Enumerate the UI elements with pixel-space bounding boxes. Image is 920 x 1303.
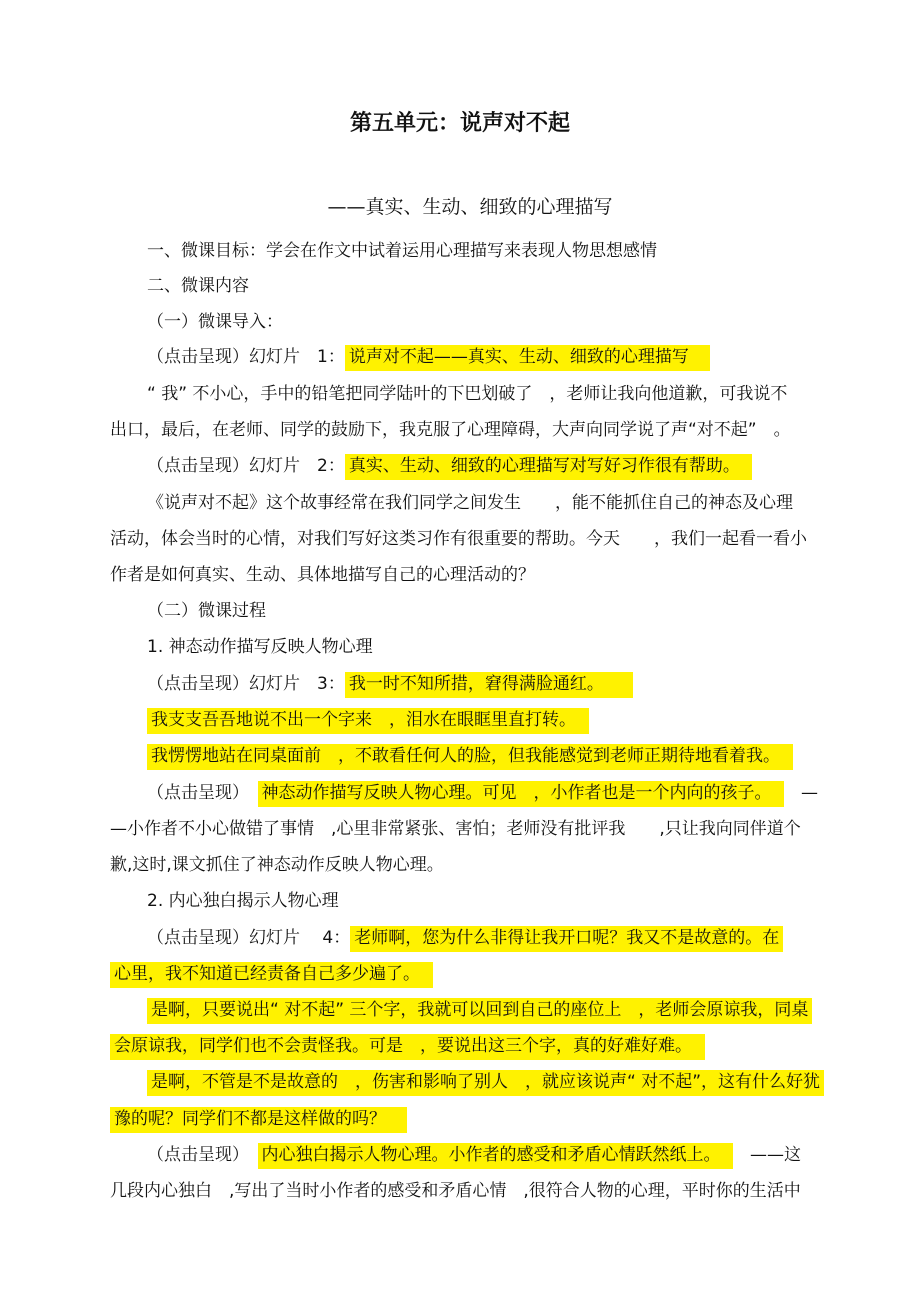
text-line-26 [147,1142,801,1168]
text-line-21 [110,961,433,987]
slide-highlight: 我愣愣地站在同桌面前 ，不敢看任何人的脸，但我能感觉到老师正期待地看着我。 [147,744,793,770]
line-text: 几段内心独白 ,写出了当时小作者的感受和矛盾心情 ,很符合人物的心理，平时你的生活中 [110,1181,801,1201]
line-text: （点击呈现）幻灯片 2： [147,456,345,476]
slide-highlight: 我支支吾吾地说不出一个字来 ，泪水在眼眶里直打转。 [147,708,589,734]
line-text: 作者是如何真实、生动、具体地描写自己的心理活动的？ [110,565,535,585]
line-text: 2. 内心独白揭示人物心理 [147,891,339,911]
text-line-1 [147,238,657,264]
text-line-22 [147,997,812,1023]
text-line-9 [110,526,807,552]
text-line-10 [110,562,535,588]
line-text: （点击呈现）幻灯片 1： [147,347,345,367]
line-text: 出口，最后，在老师、同学的鼓励下，我克服了心理障碍，大声向同学说了声“对不起” 。 [110,420,791,440]
slide-highlight: 心里，我不知道已经责备自己多少遍了。 [110,962,433,988]
line-text: —小作者不小心做错了事情 ,心里非常紧张、害怕；老师没有批评我 ,只让我向同伴道个 [110,819,801,839]
line-text: （二）微课过程 [147,601,266,621]
slide-highlight: 我一时不知所措，窘得满脸通红。 [345,672,634,698]
text-line-17 [110,816,801,842]
text-line-27 [110,1178,801,1204]
line-text: （点击呈现） [147,783,258,803]
text-line-7 [147,453,752,479]
text-line-4 [147,344,710,370]
slide-highlight: 老师啊，您为什么非得让我开口呢？我又不是故意的。在 [350,926,783,952]
line-text: （一）微课导入： [147,312,283,332]
line-text: “ 我” 不小心，手中的铅笔把同学陆叶的下巴划破了 ，老师让我向他道歉，可我说不 [147,384,788,404]
line-text: 1. 神态动作描写反映人物心理 [147,637,373,657]
line-text: （点击呈现）幻灯片 3： [147,674,345,694]
text-line-14 [147,707,589,733]
text-line-11 [147,598,266,624]
slide-highlight: 是啊，不管是不是故意的 ，伤害和影响了别人 ，就应该说声“ 对不起”，这有什么好犹 [147,1070,824,1096]
slide-highlight: 神态动作描写反映人物心理。可见 ，小作者也是一个内向的孩子。 [258,781,785,807]
text-line-5 [147,381,787,407]
text-line-3 [147,309,283,335]
text-line-23 [110,1033,705,1059]
line-text: 一、微课目标：学会在作文中试着运用心理描写来表现人物思想感情 [147,241,657,261]
text-line-24 [147,1069,824,1095]
slide-highlight: 豫的呢？同学们不都是这样做的吗？ [110,1107,407,1133]
text-line-20 [147,925,783,951]
line-text: （点击呈现）幻灯片 4： [147,928,351,948]
text-line-13 [147,671,633,697]
page-title: 第五单元：说声对不起 [349,111,570,136]
line-text-after: — [784,783,818,803]
text-line-18 [110,852,444,878]
slide-highlight: 是啊，只要说出“ 对不起” 三个字，我就可以回到自己的座位上 ，老师会原谅我，同桌 [147,998,812,1024]
text-line-19 [147,888,339,914]
line-text: 《说声对不起》这个故事经常在我们同学之间发生 ，能不能抓住自己的神态及心理 [147,493,793,513]
slide-highlight: 内心独白揭示人物心理。小作者的感受和矛盾心情跃然纸上。 [258,1143,734,1169]
line-text-after: ——这 [733,1145,801,1165]
line-text: （点击呈现） [147,1145,258,1165]
text-line-2 [147,273,249,299]
text-line-16 [147,780,818,806]
page-subtitle: ——真实、生动、细致的心理描写 [327,196,613,218]
text-line-8 [147,490,793,516]
slide-highlight: 会原谅我，同学们也不会责怪我。可是 ，要说出这三个字，真的好难好难。 [110,1034,705,1060]
text-line-6 [110,417,791,443]
text-line-12 [147,634,373,660]
slide-highlight: 真实、生动、细致的心理描写对写好习作很有帮助。 [345,454,753,480]
text-line-15 [147,743,793,769]
line-text: 活动，体会当时的心情，对我们写好这类习作有很重要的帮助。今天 ，我们一起看一看小 [110,529,807,549]
text-line-25 [110,1106,407,1132]
slide-highlight: 说声对不起——真实、生动、细致的心理描写 [345,345,710,371]
line-text: 歉,这时,课文抓住了神态动作反映人物心理。 [110,855,444,875]
line-text: 二、微课内容 [147,276,249,296]
